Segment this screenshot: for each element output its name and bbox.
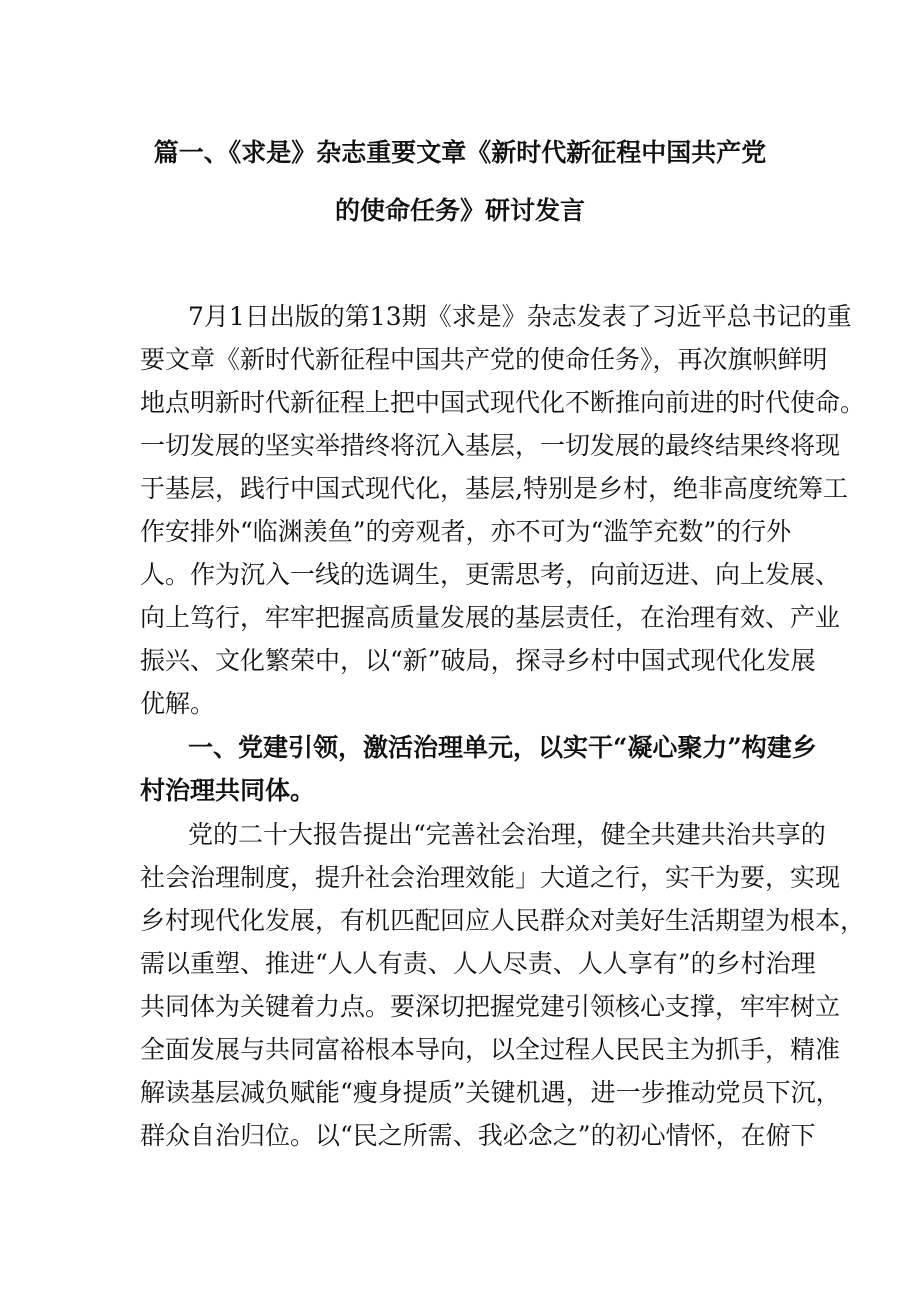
paragraph-2-line: 解读基层减负赋能“瘦身提质”关键机遇，进一步推动党员下沉，: [140, 1078, 841, 1107]
paragraph-2-line: 需以重塑、推进“人人有责、人人尽责、人人享有”的乡村治理: [140, 949, 816, 978]
paragraph-1-line: 振兴、文化繁荣中，以“新”破局，探寻乡村中国式现代化发展: [140, 646, 816, 675]
document-title-line-2: 的使命任务》研讨发言: [334, 196, 585, 225]
paragraph-2-line: 乡村现代化发展，有机匹配回应人民群众对美好生活期望为根本，: [140, 906, 866, 935]
section-heading-1-line: 一、党建引领，激活治理单元，以实干“凝心聚力”构建乡: [188, 733, 817, 762]
paragraph-1-line: 作安排外“临渊羡鱼”的旁观者，亦不可为“滥竽充数”的行外: [140, 517, 792, 546]
paragraph-1-line: 于基层，践行中国式现代化，基层,特别是乡村，绝非高度统筹工: [140, 474, 848, 503]
paragraph-1-line: 优解。: [140, 689, 216, 718]
paragraph-1-line: 地点明新时代新征程上把中国式现代化不断推向前进的时代使命。: [140, 388, 866, 417]
paragraph-1-line: 向上笃行，牢牢把握高质量发展的基层责任，在治理有效、产业: [140, 603, 841, 632]
paragraph-2-line: 社会治理制度，提升社会治理效能」大道之行，实干为要，实现: [140, 863, 841, 892]
paragraph-1-line: 一切发展的坚实举措终将沉入基层，一切发展的最终结果终将现: [140, 431, 841, 460]
document-title-line-1: 篇一、《求是》杂志重要文章《新时代新征程中国共产党: [153, 138, 767, 167]
paragraph-1-line: 人。作为沉入一线的选调生，更需思考，向前迈进、向上发展、: [140, 560, 841, 589]
paragraph-2-line: 党的二十大报告提出“完善社会治理，健全共建共治共享的: [188, 820, 826, 849]
section-heading-1-line: 村治理共同体。: [140, 776, 316, 805]
paragraph-1-line: 要文章《新时代新征程中国共产党的使命任务》，再次旗帜鲜明: [140, 345, 828, 374]
paragraph-1-line: 7月1日出版的第13期《求是》杂志发表了习近平总书记的重: [188, 302, 852, 331]
paragraph-2-line: 共同体为关键着力点。要深切把握党建引领核心支撑，牢牢树立: [140, 992, 841, 1021]
paragraph-2-line: 群众自治归位。以“民之所需、我必念之”的初心情怀，在俯下: [140, 1121, 816, 1150]
paragraph-2-line: 全面发展与共同富裕根本导向，以全过程人民民主为抓手，精准: [140, 1035, 841, 1064]
